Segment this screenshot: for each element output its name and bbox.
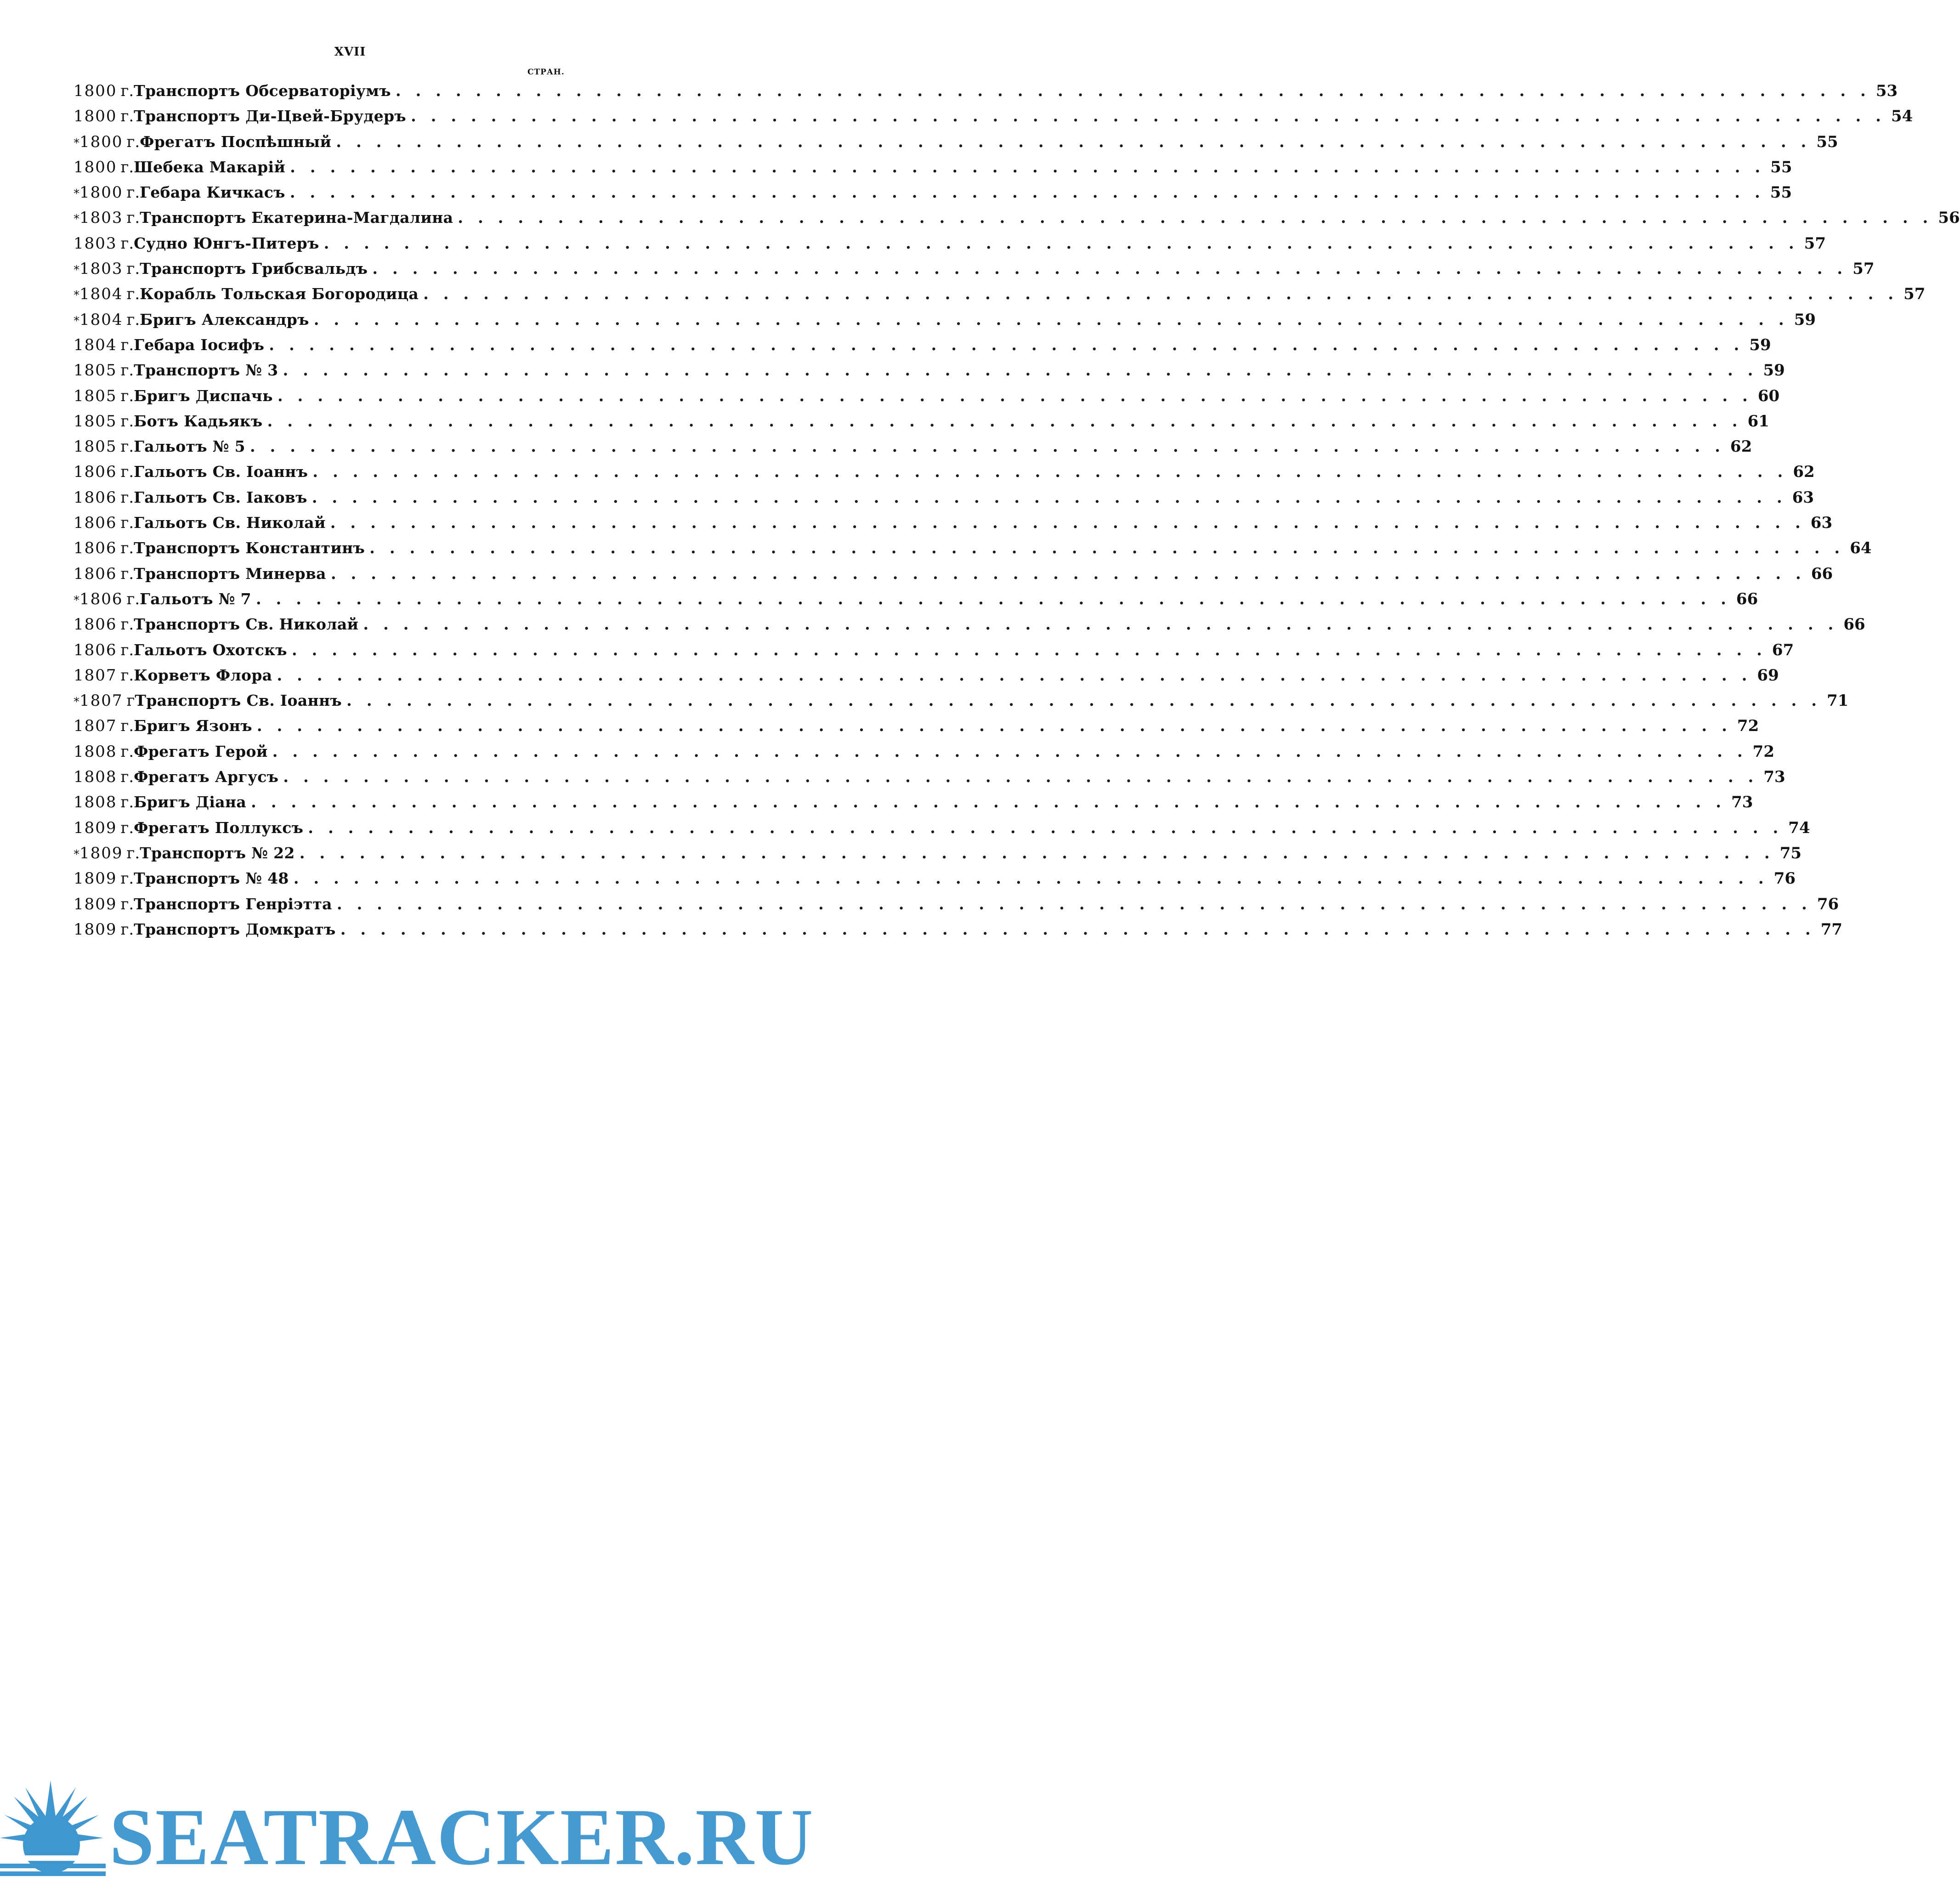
entry-page: 53 (1875, 82, 1898, 100)
entry-title: Гебара Кичкасъ (140, 183, 285, 202)
entry-page: 67 (1772, 641, 1794, 659)
entry-title: Гебара Іосифъ (134, 335, 265, 354)
entry-year-abbr: г. (120, 666, 134, 685)
entry-title: Транспортъ № 3 (134, 361, 278, 380)
entry-year-abbr: г. (120, 488, 134, 507)
toc-entry (74, 485, 1814, 510)
entry-year-abbr: г. (120, 412, 134, 431)
toc-entry (74, 408, 1769, 434)
entry-year-abbr: г. (120, 615, 134, 634)
entry-marker: * (74, 847, 79, 862)
entry-year-abbr: г. (126, 285, 140, 304)
entry-title: Судно Юнгъ-Питеръ (134, 234, 319, 252)
entry-year: 1806 (74, 488, 117, 507)
entry-year: 1807 (79, 692, 123, 710)
entry-title: Бригъ Язонъ (134, 717, 252, 735)
entry-year: 1800 (79, 132, 123, 151)
entry-leader-dots (294, 866, 1768, 891)
entry-marker: * (74, 187, 79, 201)
entry-leader-dots (251, 790, 1726, 815)
toc-entry (74, 357, 1785, 383)
entry-title: Транспортъ Обсерваторіумъ (134, 82, 391, 100)
entry-page: 60 (1757, 386, 1780, 405)
entry-year-abbr: г. (120, 335, 134, 354)
entry-year-abbr: г. (120, 869, 134, 888)
entry-year: 1806 (74, 641, 117, 659)
entry-title: Транспортъ Константинъ (134, 539, 365, 557)
entry-year: 1806 (74, 615, 117, 634)
entry-year: 1808 (74, 793, 117, 812)
toc-entry (74, 866, 1796, 891)
entry-leader-dots (314, 307, 1789, 333)
entry-year-abbr: г. (120, 717, 134, 736)
toc-entry (74, 281, 1926, 306)
entry-year: 1803 (79, 260, 123, 278)
toc-entry (74, 815, 1810, 840)
entry-title: Фрегатъ Аргусъ (134, 768, 279, 786)
entry-year: 1800 (74, 107, 117, 126)
toc-entry (74, 764, 1785, 789)
entry-title: Транспортъ Св. Іоаннъ (135, 692, 342, 710)
entry-year-abbr: г. (120, 920, 134, 939)
toc-entry (74, 561, 1833, 586)
entry-year: 1800 (74, 158, 117, 176)
entry-page: 77 (1820, 920, 1843, 939)
entry-leader-dots (278, 384, 1752, 409)
entry-page: 59 (1749, 335, 1771, 354)
table-of-contents (74, 78, 1960, 942)
entry-marker: * (74, 263, 79, 278)
entry-page: 62 (1793, 463, 1815, 482)
toc-entry (74, 637, 1794, 663)
toc-entry (74, 103, 1913, 129)
entry-page: 76 (1773, 869, 1796, 888)
entry-year: 1805 (74, 412, 117, 431)
entry-year-abbr: г. (126, 209, 140, 227)
entry-title: Ботъ Кадьякъ (134, 412, 263, 430)
entry-leader-dots (330, 510, 1805, 536)
toc-entry (74, 459, 1815, 484)
entry-year: 1807 (74, 666, 117, 685)
entry-leader-dots (290, 155, 1765, 180)
entry-leader-dots (292, 638, 1767, 663)
toc-entry (74, 663, 1779, 688)
entry-leader-dots (283, 765, 1758, 790)
entry-page: 64 (1850, 539, 1872, 558)
toc-entry (74, 713, 1759, 738)
entry-year: 1809 (79, 844, 123, 862)
entry-page: 72 (1752, 742, 1774, 761)
entry-year: 1806 (74, 463, 117, 482)
entry-year: 1806 (79, 590, 123, 608)
entry-leader-dots (324, 231, 1799, 256)
entry-year: 1809 (74, 818, 117, 837)
entry-year-abbr: г. (120, 107, 134, 126)
toc-entry (74, 510, 1833, 535)
entry-page: 63 (1792, 488, 1814, 507)
entry-year-abbr: г. (120, 768, 134, 787)
entry-leader-dots (336, 130, 1811, 155)
entry-page: 62 (1730, 437, 1752, 456)
watermark-text: SEATRACKER.RU (109, 1792, 814, 1882)
toc-entry (74, 434, 1752, 459)
toc-entry (74, 612, 1865, 637)
toc-entry (74, 307, 1816, 332)
entry-title: Транспортъ Екатерина-Магдалина (140, 209, 453, 227)
entry-leader-dots (312, 459, 1787, 485)
entry-leader-dots (257, 714, 1732, 739)
entry-page: 56 (1938, 209, 1960, 227)
entry-year-abbr: г. (120, 82, 134, 100)
entry-leader-dots (283, 358, 1757, 383)
entry-year: 1804 (79, 310, 123, 329)
entry-title: Транспортъ Ди-Цвей-Брудеръ (134, 107, 406, 125)
entry-year: 1800 (74, 82, 117, 100)
entry-year-abbr: г. (126, 132, 140, 151)
entry-marker: * (74, 695, 79, 709)
toc-entry (74, 535, 1872, 561)
entry-leader-dots (363, 612, 1838, 637)
entry-year: 1808 (74, 768, 117, 787)
entry-title: Транспортъ Генріэтта (134, 895, 332, 913)
entry-title: Фрегатъ Герой (134, 742, 268, 760)
entry-page: 59 (1794, 310, 1816, 329)
entry-leader-dots (256, 587, 1731, 612)
entry-year-abbr: г. (120, 463, 134, 482)
entry-year-abbr: г. (126, 260, 140, 278)
entry-title: Гальотъ № 5 (134, 437, 245, 456)
entry-title: Транспортъ Домкратъ (134, 920, 336, 938)
entry-year: 1800 (79, 183, 123, 202)
entry-title: Гальотъ № 7 (140, 590, 251, 608)
entry-page: 72 (1737, 717, 1759, 736)
entry-page: 59 (1763, 361, 1785, 380)
entry-leader-dots (346, 688, 1821, 714)
entry-year: 1809 (74, 895, 117, 913)
entry-title: Фрегатъ Поллуксъ (134, 818, 304, 837)
entry-title: Транспортъ № 48 (134, 869, 289, 888)
entry-title: Корветъ Флора (134, 666, 272, 684)
entry-year: 1803 (74, 234, 117, 253)
entry-leader-dots (277, 663, 1751, 688)
entry-page: 57 (1804, 234, 1826, 253)
toc-entry (74, 129, 1838, 154)
entry-page: 55 (1770, 158, 1792, 176)
entry-year: 1805 (74, 437, 117, 456)
entry-page: 76 (1817, 895, 1839, 913)
entry-marker: * (74, 314, 79, 328)
entry-year-abbr: г. (120, 895, 134, 913)
entry-year-abbr: г. (120, 539, 134, 558)
toc-entry (74, 739, 1774, 764)
entry-year-abbr: г. (120, 386, 134, 405)
entry-page: 55 (1770, 183, 1792, 202)
entry-title: Гальотъ Св. Іоаннъ (134, 463, 308, 481)
entry-title: Бригъ Діана (134, 793, 247, 811)
entry-year: 1805 (74, 386, 117, 405)
entry-year: 1809 (74, 920, 117, 939)
entry-marker: * (74, 593, 79, 607)
entry-title: Шебека Макарій (134, 158, 286, 176)
entry-page: 55 (1816, 132, 1838, 151)
entry-title: Транспортъ Минерва (134, 564, 326, 583)
entry-leader-dots (312, 485, 1787, 510)
entry-year-abbr: г. (120, 514, 134, 533)
entry-leader-dots (369, 536, 1844, 561)
entry-page: 74 (1788, 818, 1810, 837)
toc-entry (74, 840, 1802, 866)
entry-title: Корабль Тольская Богородица (140, 285, 419, 303)
entry-leader-dots (300, 841, 1774, 866)
entry-title: Транспортъ Грибсвальдъ (140, 260, 368, 278)
entry-title: Гальотъ Охотскъ (134, 641, 287, 659)
entry-page: 57 (1852, 260, 1875, 278)
entry-page: 66 (1811, 564, 1833, 583)
entry-year-abbr: г. (120, 793, 134, 812)
toc-entry (74, 383, 1780, 408)
entry-page: 75 (1779, 844, 1802, 862)
entry-page: 57 (1903, 285, 1926, 304)
watermark (0, 889, 814, 1882)
entry-leader-dots (372, 256, 1847, 282)
toc-entry (74, 78, 1898, 103)
toc-entry (74, 256, 1875, 281)
entry-year-abbr: г. (120, 818, 134, 837)
entry-leader-dots (423, 282, 1898, 307)
entry-leader-dots (331, 561, 1806, 587)
page-column-header: СТРАН. (527, 68, 565, 77)
entry-leader-dots (269, 333, 1744, 358)
entry-title: Транспортъ № 22 (140, 844, 295, 862)
entry-year-abbr: г. (120, 641, 134, 659)
entry-year-abbr: г. (120, 158, 134, 176)
entry-marker: * (74, 212, 79, 227)
entry-year: 1806 (74, 514, 117, 533)
entry-year-abbr: г. (126, 310, 140, 329)
entry-marker: * (74, 136, 79, 150)
entry-year-abbr: г. (120, 361, 134, 380)
entry-year-abbr: г. (120, 234, 134, 253)
entry-page: 61 (1747, 412, 1769, 431)
entry-year: 1807 (74, 717, 117, 736)
entry-year: 1806 (74, 564, 117, 583)
entry-year-abbr: г. (120, 564, 134, 583)
toc-entry (74, 586, 1758, 612)
entry-year-abbr: г. (126, 844, 140, 862)
entry-year: 1804 (74, 335, 117, 354)
entry-page: 71 (1827, 692, 1849, 710)
entry-title: Фрегатъ Поспѣшный (140, 132, 332, 151)
entry-year-abbr: г. (126, 183, 140, 202)
toc-entry (74, 231, 1826, 256)
entry-leader-dots (308, 816, 1783, 841)
page-number: XVII (334, 45, 366, 59)
entry-year-abbr: г. (120, 742, 134, 761)
entry-page: 69 (1757, 666, 1779, 685)
entry-page: 66 (1736, 590, 1758, 608)
entry-leader-dots (272, 739, 1747, 765)
entry-page: 66 (1843, 615, 1865, 634)
entry-leader-dots (250, 434, 1725, 459)
entry-title: Бригъ Диспачь (134, 386, 273, 405)
entry-year-abbr: г. (126, 590, 140, 608)
entry-page: 63 (1810, 514, 1833, 533)
entry-year: 1804 (79, 285, 123, 304)
entry-year: 1805 (74, 361, 117, 380)
entry-year: 1803 (79, 209, 123, 227)
entry-leader-dots (396, 79, 1870, 104)
entry-year-abbr: г (126, 692, 135, 710)
entry-marker: * (74, 289, 79, 303)
entry-page: 54 (1891, 107, 1913, 126)
entry-leader-dots (411, 104, 1886, 129)
entry-year: 1808 (74, 742, 117, 761)
entry-leader-dots (290, 180, 1765, 205)
entry-page: 73 (1763, 768, 1785, 787)
toc-entry (74, 688, 1849, 713)
toc-entry (74, 154, 1792, 180)
entry-leader-dots (267, 409, 1742, 434)
entry-title: Гальотъ Св. Николай (134, 514, 326, 532)
sun-logo-icon (0, 1778, 110, 1880)
toc-entry (74, 180, 1792, 205)
toc-entry (74, 205, 1960, 230)
entry-year-abbr: г. (120, 437, 134, 456)
entry-leader-dots (458, 205, 1932, 231)
entry-title: Транспортъ Св. Николай (134, 615, 359, 634)
entry-title: Бригъ Александръ (140, 310, 309, 329)
toc-entry (74, 332, 1771, 357)
entry-year: 1809 (74, 869, 117, 888)
toc-entry (74, 789, 1753, 815)
entry-page: 73 (1731, 793, 1753, 812)
entry-year: 1806 (74, 539, 117, 558)
entry-title: Гальотъ Св. Іаковъ (134, 488, 307, 506)
